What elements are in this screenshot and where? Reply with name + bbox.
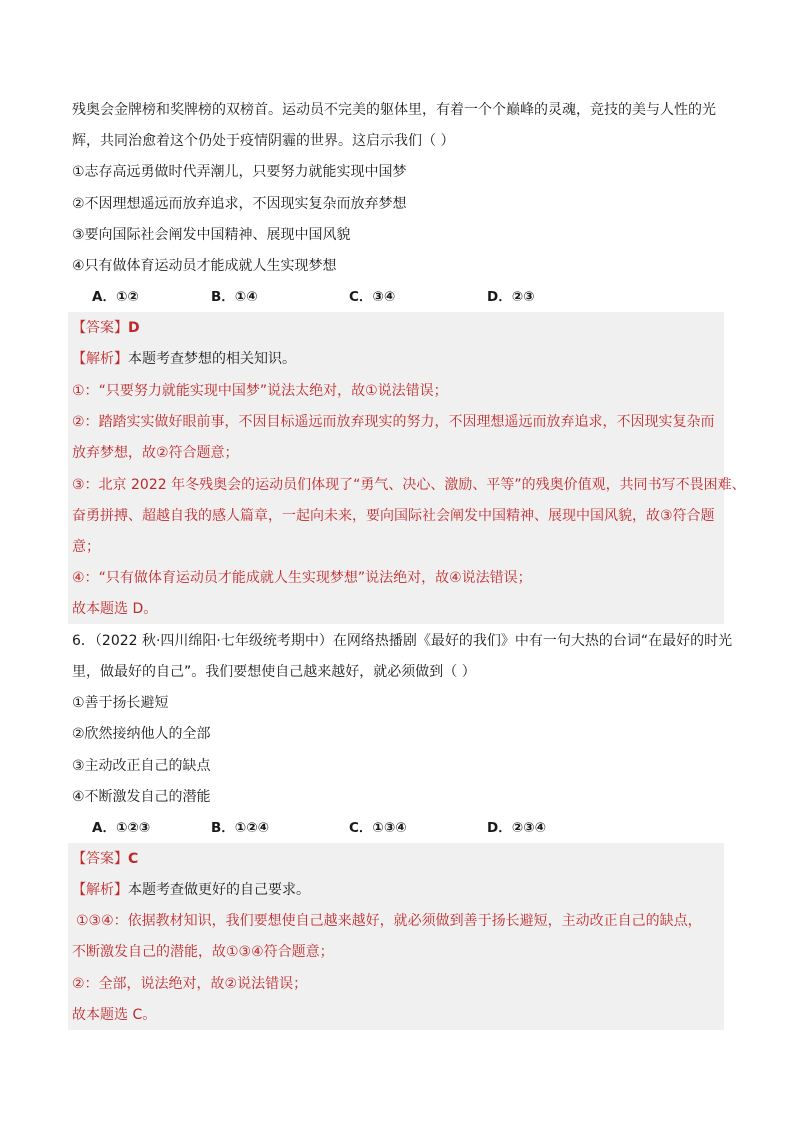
answer-tag: 【答案】 bbox=[72, 851, 128, 867]
q6-item-1-cont: 不断激发自己的潜能，故①③④符合题意； bbox=[72, 944, 334, 960]
q5-item-4 bbox=[72, 568, 532, 588]
item-label: ④： bbox=[72, 570, 99, 586]
item-label: ②： bbox=[72, 414, 99, 430]
analysis-tag: 【解析】 bbox=[72, 882, 128, 898]
q6-statement-3: ③主动改正自己的缺点 bbox=[72, 758, 211, 774]
q5-item-2 bbox=[72, 412, 715, 432]
item-text: “只要努力就能实现中国梦”说法太绝对，故①说法错误； bbox=[98, 383, 448, 399]
q6-answer-box bbox=[68, 843, 724, 1030]
q5-statement-3: ③要向国际社会阐发中国精神、展现中国风貌 bbox=[72, 227, 351, 243]
item-text: “只有做体育运动员才能成就人生实现梦想”说法绝对，故④说法错误； bbox=[98, 570, 532, 586]
q6-statement-2: ②欣然接纳他人的全部 bbox=[72, 726, 211, 742]
q5-statement-2: ②不因理想遥远而放弃追求，不因现实复杂而放弃梦想 bbox=[72, 196, 407, 212]
analysis-intro: 本题考查做更好的自己要求。 bbox=[128, 882, 310, 898]
q5-item-2-cont: 放弃梦想，故②符合题意； bbox=[72, 445, 239, 461]
q5-option-b[interactable]: B．①④ bbox=[211, 289, 258, 305]
q5-conclusion: 故本题选 D。 bbox=[72, 601, 158, 617]
q5-option-a[interactable]: A．①② bbox=[92, 289, 139, 305]
q6-item-2 bbox=[72, 974, 307, 994]
q5-item-3-cont-1: 奋勇拼搏、超越自我的感人篇章，一起向未来，要向国际社会阐发中国精神、展现中国风貌，故③符合题 bbox=[72, 508, 715, 524]
q5-stem-line-2: 辉，共同治愈着这个仍处于疫情阴霾的世界。这启示我们（ ） bbox=[72, 133, 455, 149]
q6-stem-line-1: 6．（2022 秋·四川绵阳·七年级统考期中）在网络热播剧《最好的我们》中有一句大热的台词“在最好的时光 bbox=[72, 633, 733, 649]
q5-analysis-line bbox=[72, 349, 296, 369]
q6-statement-1: ①善于扬长避短 bbox=[72, 695, 169, 711]
item-label: ①： bbox=[72, 383, 99, 399]
q5-statement-4: ④只有做体育运动员才能成就人生实现梦想 bbox=[72, 258, 337, 274]
item-label: ③： bbox=[72, 477, 99, 493]
answer-value: D bbox=[128, 320, 140, 336]
q5-option-d[interactable]: D．②③ bbox=[487, 289, 535, 305]
q5-statement-1: ①志存高远勇做时代弄潮儿，只要努力就能实现中国梦 bbox=[72, 164, 407, 180]
analysis-tag: 【解析】 bbox=[72, 351, 128, 367]
item-text: 依据教材知识，我们要想使自己越来越好，就必须做到善于扬长避短，主动改正自己的缺点， bbox=[127, 913, 702, 929]
item-text: 全部，说法绝对，故②说法错误； bbox=[98, 976, 308, 992]
q5-answer-line bbox=[72, 318, 140, 338]
q5-item-1 bbox=[72, 381, 448, 401]
q6-stem-line-2: 里，做最好的自己”。我们要想使自己越来越好，就必须做到（ ） bbox=[72, 664, 476, 680]
q6-option-c[interactable]: C．①③④ bbox=[349, 820, 407, 836]
q6-conclusion: 故本题选 C。 bbox=[72, 1007, 157, 1023]
analysis-intro: 本题考查梦想的相关知识。 bbox=[128, 351, 296, 367]
q6-answer-line bbox=[72, 849, 138, 869]
q5-stem-line-1: 残奥会金牌榜和奖牌榜的双榜首。运动员不完美的躯体里，有着一个个巅峰的灵魂，竞技的美与人性的光 bbox=[72, 102, 716, 118]
q6-option-a[interactable]: A．①②③ bbox=[92, 820, 151, 836]
q5-option-c[interactable]: C．③④ bbox=[349, 289, 396, 305]
item-label: ①③④： bbox=[76, 913, 128, 929]
q6-analysis-line bbox=[72, 880, 310, 900]
q6-statement-4: ④不断激发自己的潜能 bbox=[72, 789, 211, 805]
item-text: 踏踏实实做好眼前事，不因目标遥远而放弃现实的努力，不因理想遥远而放弃追求，不因现实复杂而 bbox=[98, 414, 715, 430]
item-label: ②： bbox=[72, 976, 99, 992]
answer-value: C bbox=[128, 851, 139, 867]
q6-item-1 bbox=[76, 911, 702, 931]
item-text: 北京 2022 年冬残奥会的运动员们体现了“勇气、决心、激励、平等”的残奥价值观，共同书写不畏困难、 bbox=[98, 477, 746, 493]
q6-option-d[interactable]: D．②③④ bbox=[487, 820, 546, 836]
answer-tag: 【答案】 bbox=[72, 320, 128, 336]
q6-option-b[interactable]: B．①②④ bbox=[211, 820, 270, 836]
q5-item-3-cont-2: 意； bbox=[72, 539, 100, 555]
q5-item-3 bbox=[72, 475, 746, 495]
